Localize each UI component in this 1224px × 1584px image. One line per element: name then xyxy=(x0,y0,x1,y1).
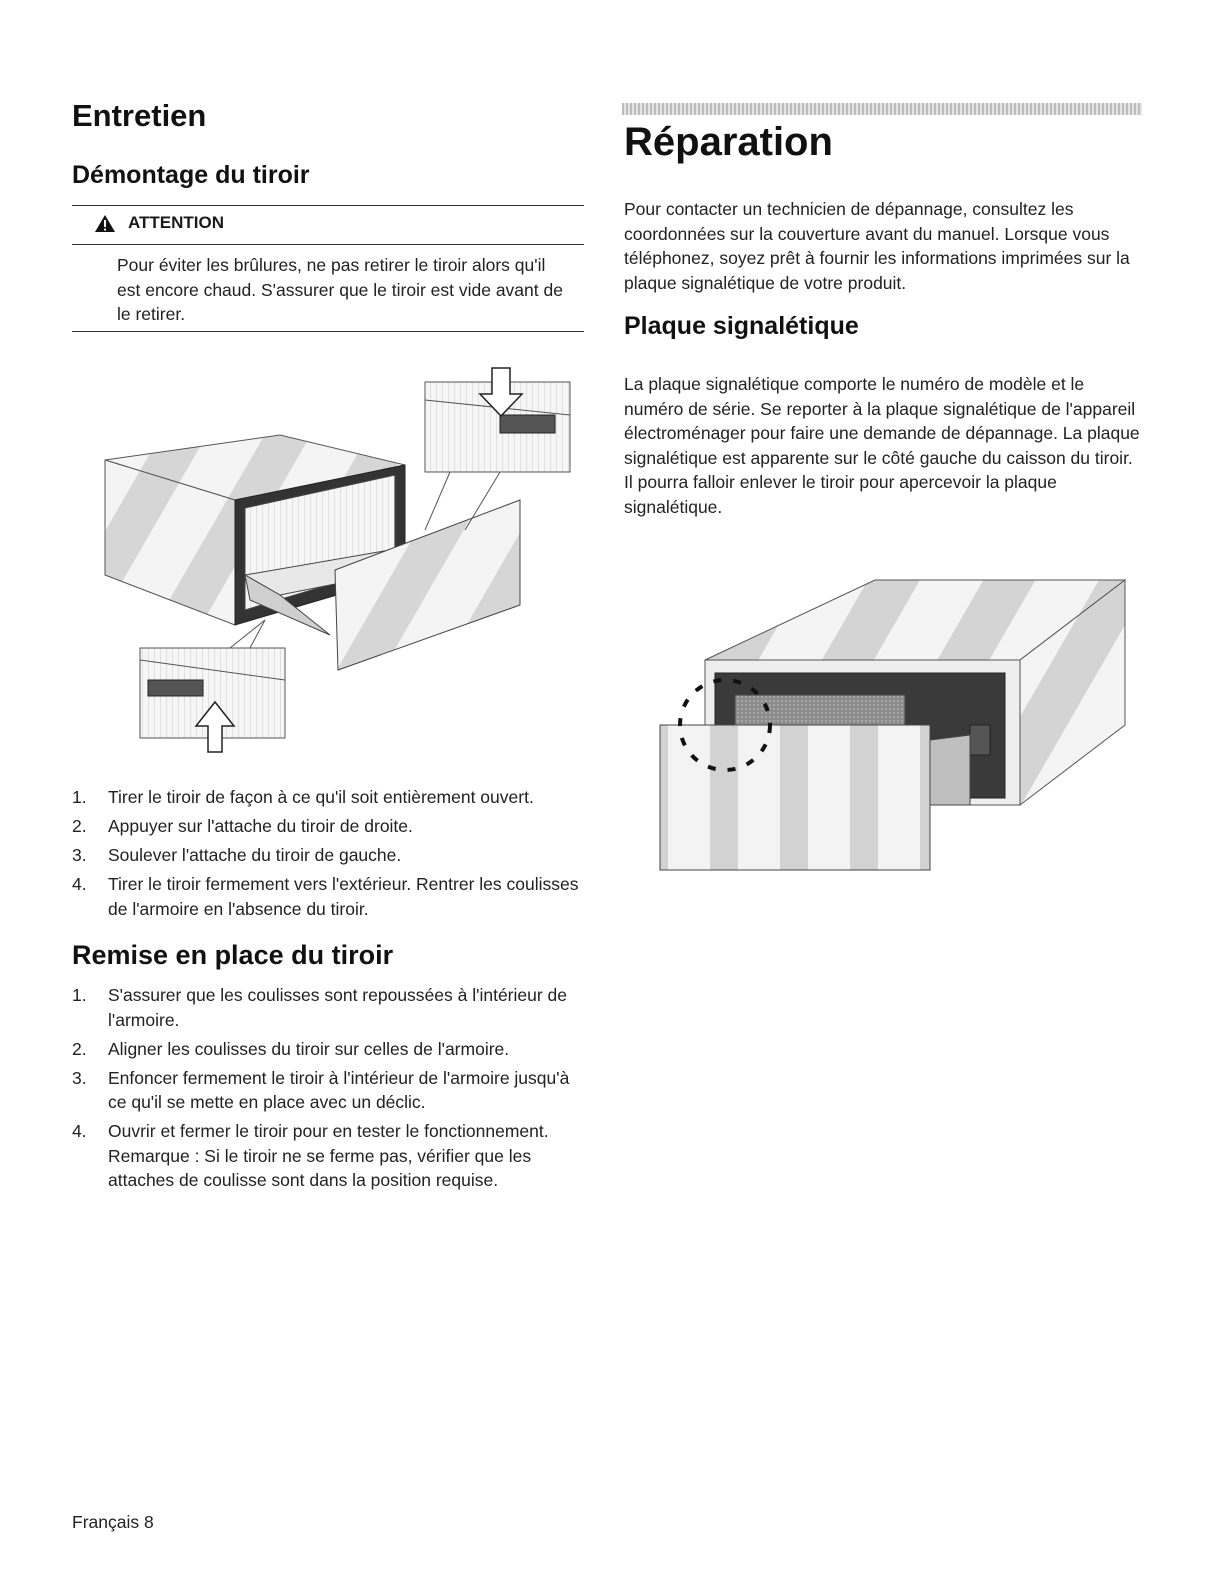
reparation-text: Pour contacter un technicien de dépannage, consultez les coordonnées sur la couverture avant du manuel. Lorsque vous téléphonez, soyez prêt à fournir les informations imprimées sur la plaque signalétique de votre produit. xyxy=(624,199,1130,293)
list-item: 4. Tirer le tiroir fermement vers l'extérieur. Rentrer les coulisses de l'armoire en l'absence du tiroir. xyxy=(72,874,579,919)
list-item: 2. Appuyer sur l'attache du tiroir de droite. xyxy=(72,816,413,836)
list-item: 2. Aligner les coulisses du tiroir sur celles de l'armoire. xyxy=(72,1038,510,1059)
warning-header xyxy=(94,213,224,233)
install-steps xyxy=(72,983,592,1197)
list-item: 3. Soulever l'attache du tiroir de gauche. xyxy=(72,845,402,865)
warning-rule-middle xyxy=(72,244,584,245)
list-item: 1. S'assurer que les coulisses sont repoussées à l'intérieur de l'armoire. xyxy=(72,985,568,1030)
plaque-title: Plaque signalétique xyxy=(624,312,859,340)
list-item: 1. Tirer le tiroir de façon à ce qu'il soit entièrement ouvert. xyxy=(72,787,534,807)
page-footer: Français 8 xyxy=(72,1512,154,1532)
warning-text: Pour éviter les brûlures, ne pas retirer le tiroir alors qu'il est encore chaud. S'assurer que le tiroir est vide avant de le retirer. xyxy=(117,255,563,324)
list-item: 3. Enfoncer fermement le tiroir à l'intérieur de l'armoire jusqu'à ce qu'il se mette en place avec un déclic. xyxy=(72,1067,570,1112)
warning-rule-top xyxy=(72,205,584,206)
warning-triangle-icon xyxy=(94,214,116,233)
list-item: 4. Ouvrir et fermer le tiroir pour en tester le fonctionnement. Remarque : Si le tiroir ne se ferme pas, vérifier que les attaches de coulisse sont dans la position requise. xyxy=(72,1121,549,1190)
removal-steps xyxy=(72,785,592,926)
rating-plate-illustration xyxy=(640,575,1140,875)
remise-title: Remise en place du tiroir xyxy=(72,940,394,970)
demontage-title: Démontage du tiroir xyxy=(72,161,310,189)
reparation-title: Réparation xyxy=(624,120,833,164)
section-divider-bar xyxy=(622,103,1142,115)
drawer-removal-illustration xyxy=(100,360,580,760)
warning-label: ATTENTION xyxy=(128,213,225,232)
warning-rule-bottom xyxy=(72,331,584,332)
section-title: Entretien xyxy=(72,98,207,133)
plaque-text: La plaque signalétique comporte le numéro de modèle et le numéro de série. Se reporter à la plaque signalétique de l'appareil électroménager pour faire une demande de dépannage. La plaque signalétique est apparente sur le côté gauche du caisson du tiroir. Il pourra falloir enlever le tiroir pour apercevoir la plaque signalétique. xyxy=(624,374,1140,517)
